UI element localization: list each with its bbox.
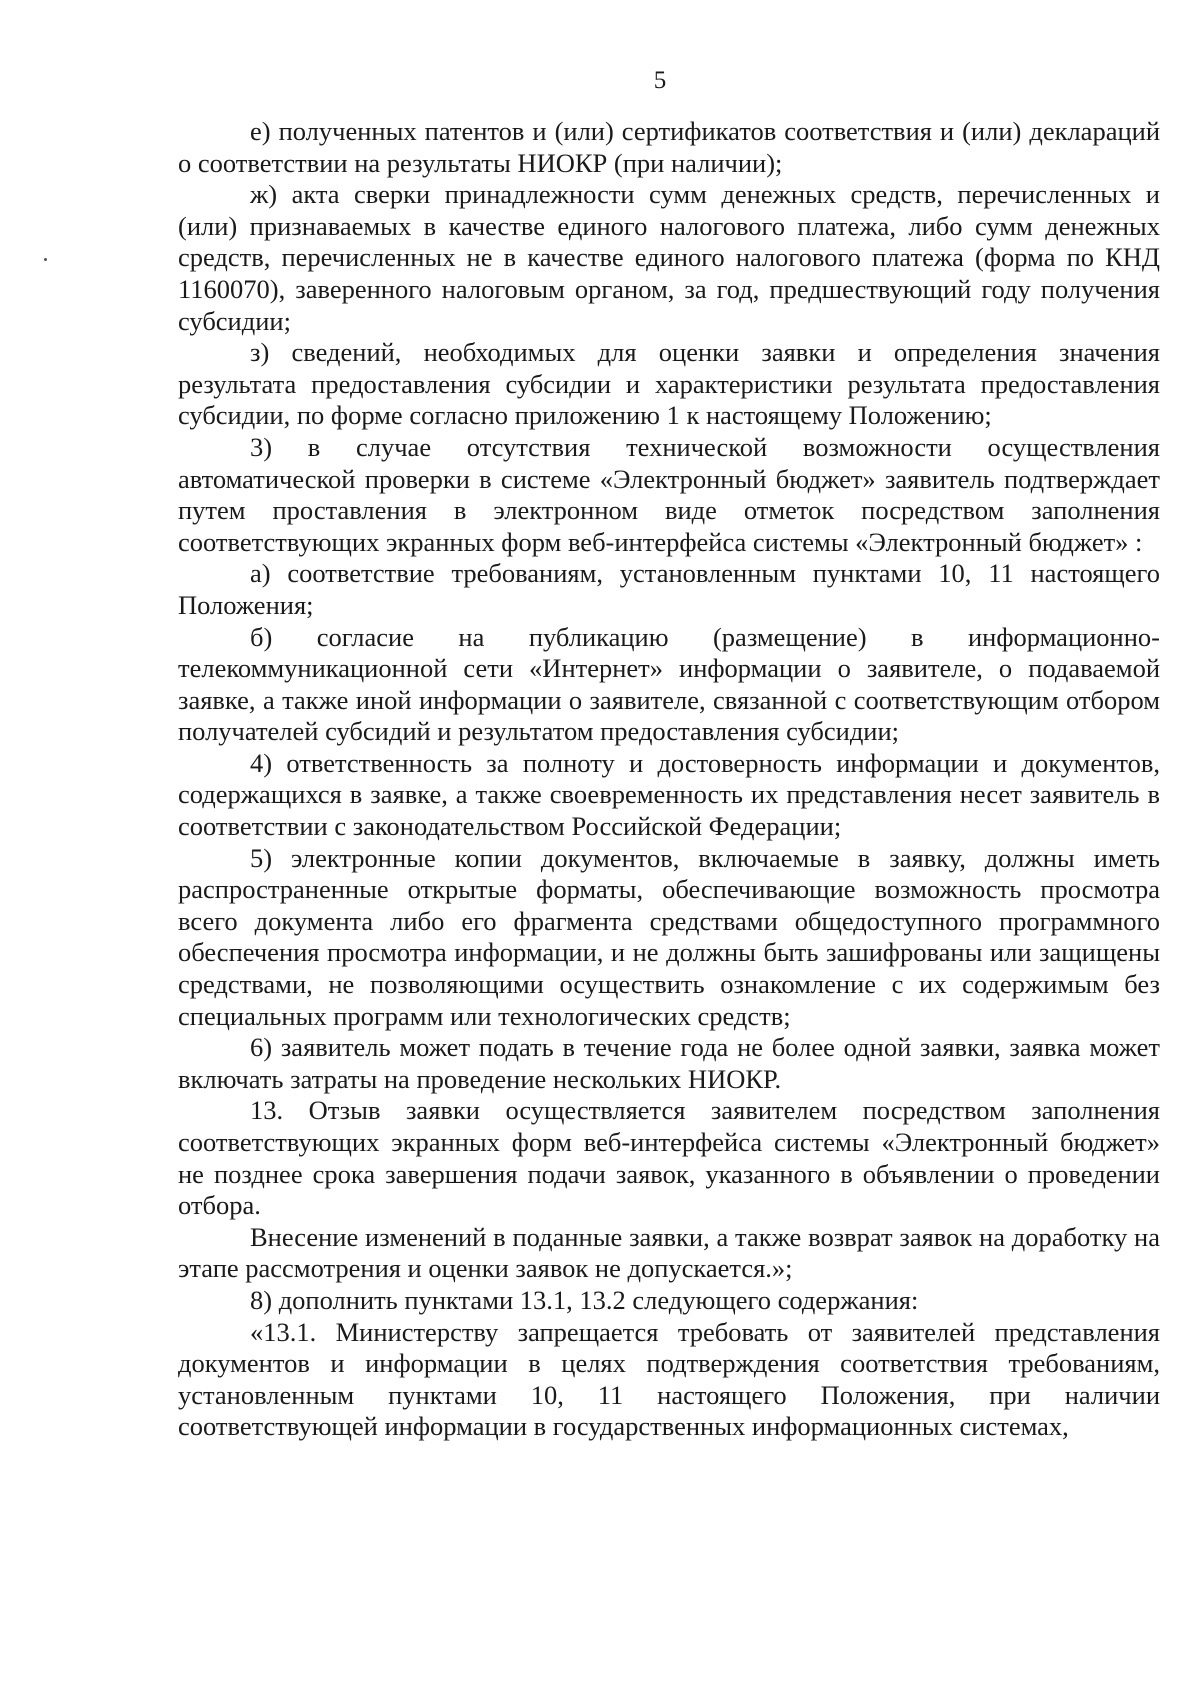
paragraph-zh-reconciliation-act: ж) акта сверки принадлежности сумм денежных средств, перечисленных и (или) признаваемых в качестве единого налогового платежа, либо сумм денежных средств, перечисленных не в качестве единого налогового платежа (форма по КНД 1160070), заверенного налоговым органом, за год, предшествующий году получения субсидии;	[178, 179, 1160, 336]
paragraph-8-supplement: 8) дополнить пунктами 13.1, 13.2 следующего содержания:	[250, 1284, 919, 1315]
paragraph-13-1-ministry: «13.1. Министерству запрещается требовать от заявителей представления документов и информации в целях подтверждения соответствия требованиям, установленным пунктами 10, 11 настоящего Положения, при наличии соответствующей информации в государственных информационных системах,	[178, 1316, 1160, 1442]
paragraph-13-withdrawal: 13. Отзыв заявки осуществляется заявителем посредством заполнения соответствующих экранных форм веб-интерфейса системы «Электронный бюджет» не позднее срока завершения подачи заявок, указанного в объявлении о проведении отбора.	[178, 1095, 1160, 1221]
paragraph-6-one-application: 6) заявитель может подать в течение года не более одной заявки, заявка может включать затраты на проведение нескольких НИОКР.	[178, 1032, 1160, 1094]
paragraph-b-consent: б) согласие на публикацию (размещение) в информационно-телекоммуникационной сети «Интернет» информации о заявителе, о подаваемой заявке, а также иной информации о заявителе, связанной с соответствующим отбором получателей субсидий и результатом предоставления субсидии;	[178, 621, 1160, 747]
scan-speck	[44, 258, 47, 261]
page-number: 5	[653, 67, 667, 94]
paragraph-z-application-info: з) сведений, необходимых для оценки заявки и определения значения результата предоставления субсидии и характеристики результата предоставления субсидии, по форме согласно приложению 1 к настоящему Положению;	[178, 337, 1160, 431]
paragraph-e-patents: е) полученных патентов и (или) сертификатов соответствия и (или) деклараций о соответствии на результаты НИОКР (при наличии);	[178, 116, 1160, 178]
paragraph-5-electronic-copies: 5) электронные копии документов, включаемые в заявку, должны иметь распространенные открытые форматы, обеспечивающие возможность просмотра всего документа либо его фрагмента средствами общедоступного программного обеспечения просмотра информации, и не должны быть зашифрованы или защищены средствами, не позволяющими осуществить ознакомление с их содержимым без специальных программ или технологических средств;	[178, 842, 1160, 1031]
paragraph-a-compliance: а) соответствие требованиям, установленным пунктами 10, 11 настоящего Положения;	[178, 558, 1160, 620]
document-body	[178, 116, 1160, 1443]
paragraph-3-electronic-budget: 3) в случае отсутствия технической возможности осуществления автоматической проверки в системе «Электронный бюджет» заявитель подтверждает путем проставления в электронном виде отметок посредством заполнения соответствующих экранных форм веб-интерфейса системы «Электронный бюджет» :	[178, 431, 1160, 557]
paragraph-4-responsibility: 4) ответственность за полноту и достоверность информации и документов, содержащихся в заявке, а также своевременность их представления несет заявитель в соответствии с законодательством Российской Федерации;	[178, 747, 1160, 842]
paragraph-changes-not-allowed: Внесение изменений в поданные заявки, а также возврат заявок на доработку на этапе рассмотрения и оценки заявок не допускается.»;	[178, 1221, 1160, 1284]
